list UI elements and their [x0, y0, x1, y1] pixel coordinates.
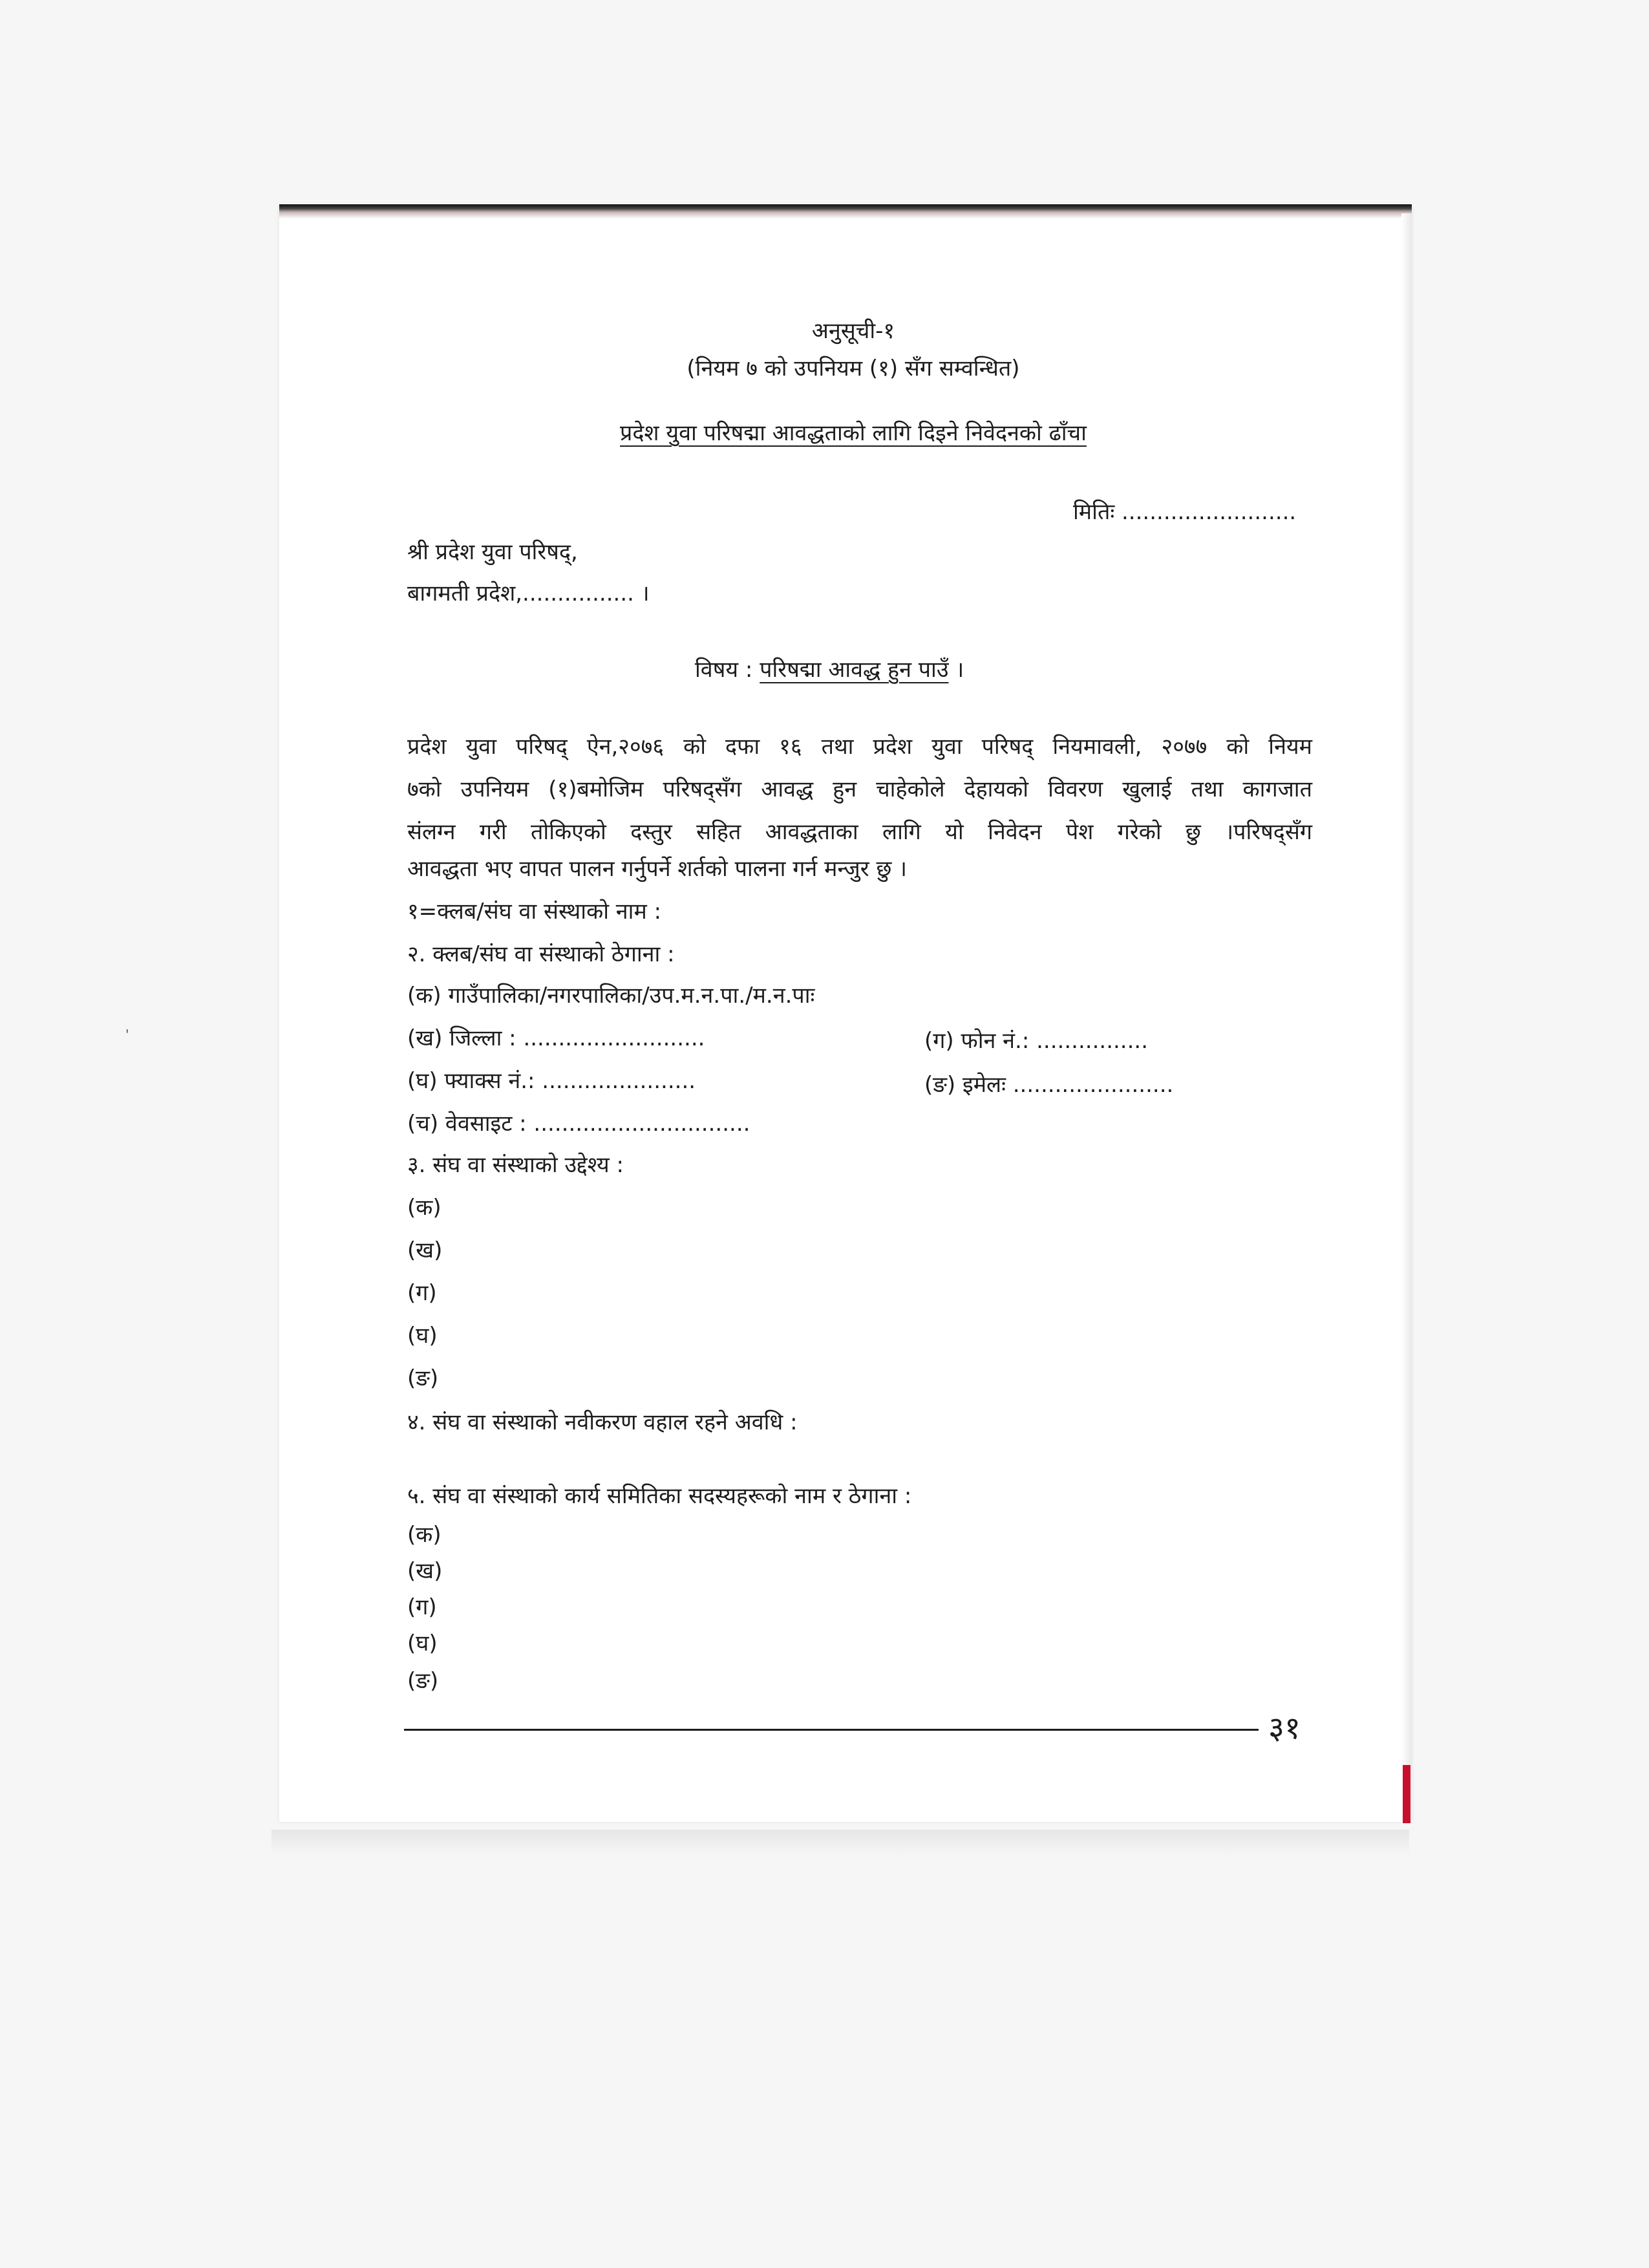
- member-item: (ङ): [407, 1668, 439, 1694]
- objective-item: (ग): [407, 1280, 437, 1306]
- footer-rule: [404, 1729, 1259, 1731]
- date-line: मितिः .........................: [1073, 499, 1297, 525]
- field-org-address: २. क्लब/संघ वा संस्थाको ठेगाना :: [407, 941, 675, 967]
- member-item: (घ): [407, 1631, 438, 1656]
- page-right-edge: [1401, 213, 1412, 1823]
- field-objectives: ३. संघ वा संस्थाको उद्देश्य :: [407, 1152, 624, 1178]
- body-line-1: प्रदेश युवा परिषद् ऐन,२०७६ को दफा १६ तथा प्रदेश युवा परिषद् नियमावली, २०७७ को नियम: [407, 734, 1312, 760]
- page-top-edge: [279, 204, 1412, 219]
- member-item: (क): [407, 1522, 442, 1548]
- member-item: (ख): [407, 1558, 443, 1584]
- objective-item: (घ): [407, 1323, 438, 1349]
- red-page-tab: [1403, 1765, 1410, 1823]
- form-title: प्रदेश युवा परिषद्मा आवद्धताको लागि दिइने निवेदनको ढाँचा: [620, 420, 1087, 446]
- body-line-2: ७को उपनियम (१)बमोजिम परिषद्सँग आवद्ध हुन चाहेकोले देहायको विवरण खुलाई तथा कागजात: [407, 776, 1312, 802]
- subject-text: परिषद्मा आवद्ध हुन पाउँ: [760, 657, 949, 683]
- stray-mark: ': [125, 1027, 129, 1042]
- field-org-name: १=क्लब/संघ वा संस्थाको नाम :: [407, 899, 662, 925]
- objective-item: (ख): [407, 1237, 443, 1263]
- body-line-4: आवद्धता भए वापत पालन गर्नुपर्ने शर्तको पालना गर्न मन्जुर छु ।: [407, 856, 908, 882]
- field-district: (ख) जिल्ला : ..........................: [407, 1025, 705, 1051]
- field-phone: (ग) फोन नं.: ................: [924, 1028, 1149, 1054]
- annex-title: अनुसूची-१: [811, 318, 895, 344]
- field-renewal-period: ४. संघ वा संस्थाको नवीकरण वहाल रहने अवधि :: [407, 1409, 798, 1435]
- field-fax: (घ) फ्याक्स नं.: ......................: [407, 1068, 696, 1094]
- objective-item: (क): [407, 1195, 442, 1221]
- body-line-3: संलग्न गरी तोकिएको दस्तुर सहित आवद्धताका लागि यो निवेदन पेश गरेको छु ।परिषद्सँग: [407, 819, 1312, 845]
- subject-end: ।: [955, 657, 964, 683]
- field-email: (ङ) इमेलः .......................: [924, 1072, 1174, 1098]
- addressee-line-1: श्री प्रदेश युवा परिषद्,: [407, 539, 578, 565]
- page-shadow: [271, 1830, 1409, 1856]
- objective-item: (ङ): [407, 1365, 439, 1391]
- field-municipality: (क) गाउँपालिका/नगरपालिका/उप.म.न.पा./म.न.पाः: [407, 983, 815, 1009]
- page-number: ३१: [1268, 1710, 1301, 1746]
- member-item: (ग): [407, 1594, 437, 1620]
- document-page: [279, 206, 1412, 1822]
- addressee-line-2: बागमती प्रदेश,................ ।: [407, 581, 650, 606]
- subject-line: [695, 656, 964, 684]
- subject-label: विषय :: [695, 657, 753, 683]
- field-website: (च) वेवसाइट : ...............................: [407, 1111, 750, 1137]
- field-committee-members: ५. संघ वा संस्थाको कार्य समितिका सदस्यहरूको नाम र ठेगाना :: [407, 1483, 912, 1509]
- rule-reference: (नियम ७ को उपनियम (१) सँग सम्वन्धित): [686, 356, 1020, 381]
